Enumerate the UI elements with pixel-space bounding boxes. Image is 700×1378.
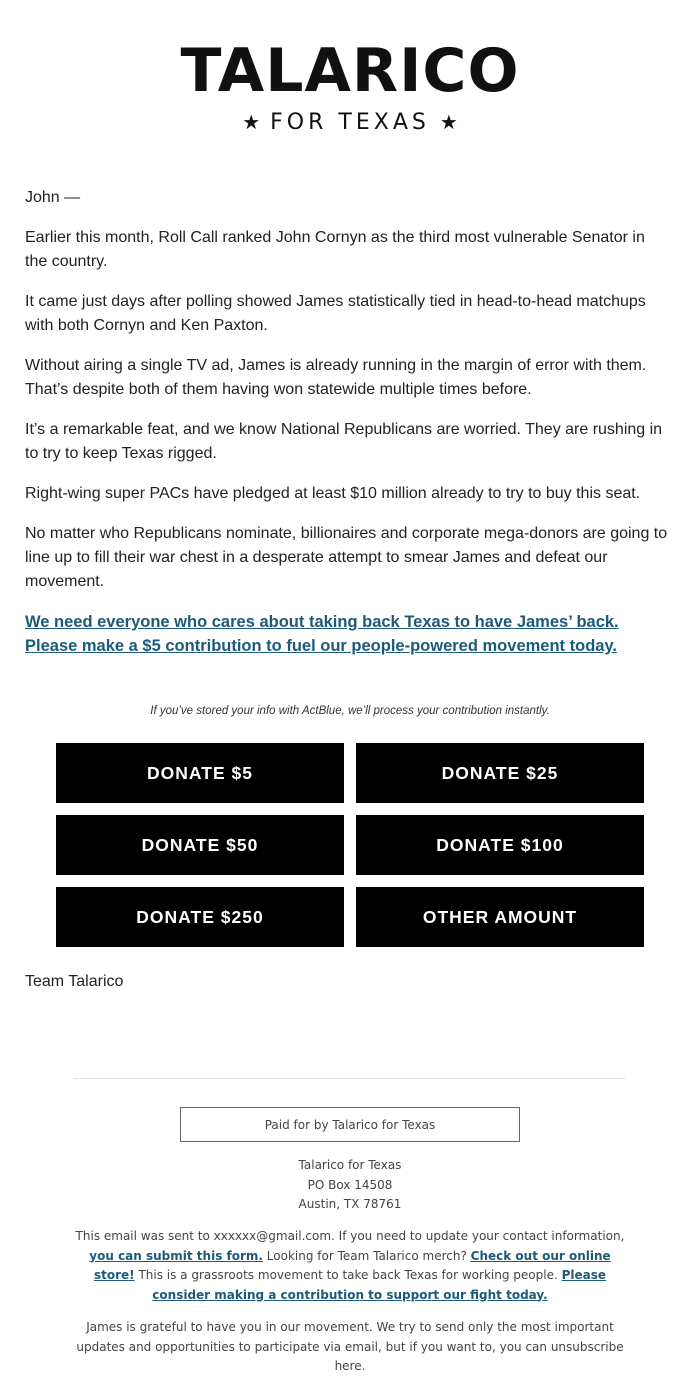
body-paragraph: Right-wing super PACs have pledged at least $10 million already to try to buy this seat. <box>25 485 641 502</box>
footer-text-segment: This is a grassroots movement to take back Texas for working people. <box>134 1268 562 1282</box>
body-paragraph: Earlier this month, Roll Call ranked John Cornyn as the third most vulnerable Senator in the country. <box>25 229 645 270</box>
body-paragraph: It came just days after polling showed James statistically tied in head-to-head matchups with both Cornyn and Ken Paxton. <box>25 293 646 334</box>
donate-50-button[interactable]: DONATE $50 <box>56 815 344 875</box>
donate-25-button[interactable]: DONATE $25 <box>356 743 644 803</box>
body-paragraph: Without airing a single TV ad, James is already running in the margin of error with them. That’s despite both of them having won statewide multiple times before. <box>25 357 647 398</box>
star-icon: ★ <box>242 110 261 134</box>
cta-paragraph <box>25 610 670 658</box>
address-line: PO Box 14508 <box>307 1177 393 1192</box>
footer-text-segment: This email was sent to xxxxxx@gmail.com. If you need to update your contact information, <box>75 1229 625 1243</box>
footer-contribute-link[interactable]: Please consider making a contribution to support our fight today. <box>152 1268 607 1302</box>
donate-250-button[interactable]: DONATE $250 <box>56 887 344 947</box>
donate-button-grid <box>56 743 644 947</box>
footer-text-segment: Looking for Team Talarico merch? <box>262 1248 471 1263</box>
star-icon: ★ <box>439 110 458 134</box>
donate-5-button[interactable]: DONATE $5 <box>56 743 344 803</box>
address-line: Austin, TX 78761 <box>298 1197 402 1211</box>
online-store-link[interactable]: Check out our online store! <box>93 1248 611 1282</box>
mailing-address <box>0 1156 700 1215</box>
signoff: Team Talarico <box>25 973 124 990</box>
logo-tagline-row <box>0 108 700 137</box>
logo-tagline: FOR TEXAS <box>270 110 430 135</box>
email-body <box>25 186 670 658</box>
contribute-cta-link[interactable]: We need everyone who cares about taking back Texas to have James’ back. Please make a $5 contribution to fuel our people-powered movement today. <box>25 613 619 655</box>
actblue-note: If you’ve stored your info with ActBlue, we’ll process your contribution instantly. <box>150 705 550 717</box>
paid-for-disclaimer: Paid for by Talarico for Texas <box>180 1107 520 1142</box>
campaign-logo <box>0 36 700 137</box>
address-line: Talarico for Texas <box>298 1158 402 1172</box>
body-paragraph: It’s a remarkable feat, and we know National Republicans are worried. They are rushing in to try to keep Texas rigged. <box>25 421 663 462</box>
donate-other-amount-button[interactable]: OTHER AMOUNT <box>356 887 644 947</box>
donate-100-button[interactable]: DONATE $100 <box>356 815 644 875</box>
body-paragraph: No matter who Republicans nominate, billionaires and corporate mega-donors are going to line up to fill their war chest in a desperate attempt to smear James and defeat our movement. <box>25 525 668 590</box>
footer-unsubscribe-text: James is grateful to have you in our movement. We try to send only the most important updates and opportunities to participate via email, but if you want to, you can unsubscribe here. <box>76 1320 624 1373</box>
update-contact-link[interactable]: you can submit this form. <box>89 1248 263 1263</box>
logo-name: TALARICO <box>180 36 520 106</box>
footer-divider <box>74 1078 625 1079</box>
greeting: John — <box>25 189 81 206</box>
footer-info <box>70 1227 630 1305</box>
